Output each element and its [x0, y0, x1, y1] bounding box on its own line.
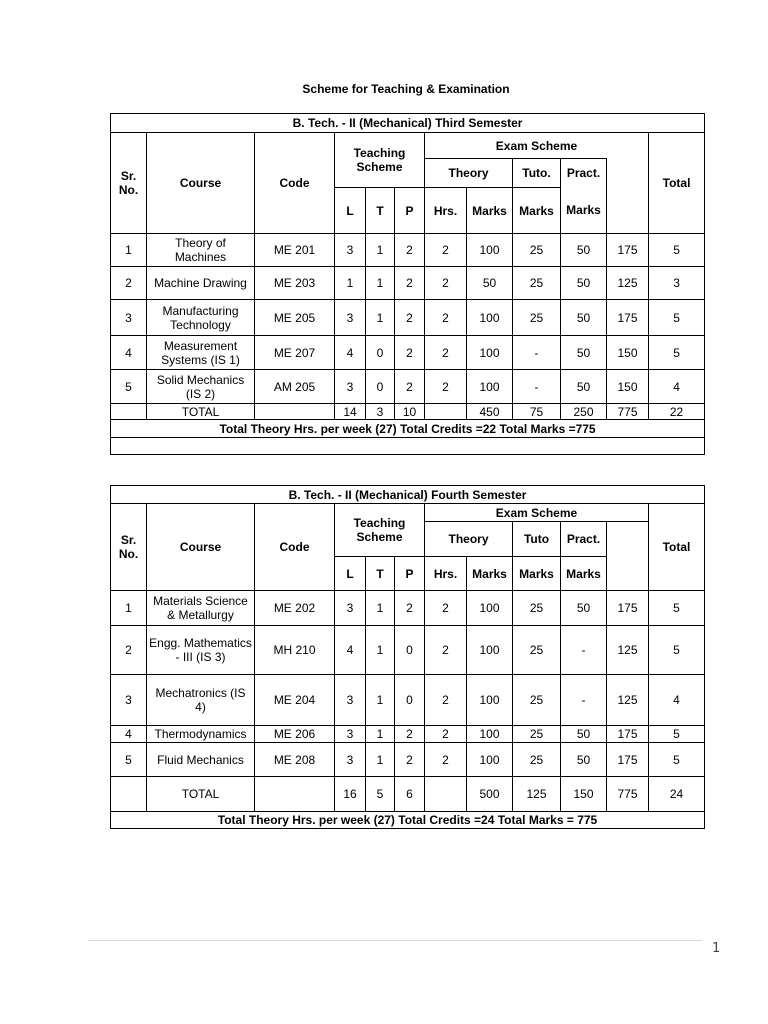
cell-t: 1: [366, 675, 395, 726]
cell-theory-marks: 100: [467, 234, 513, 267]
cell-sr: 1: [111, 591, 147, 626]
total-tuto-marks: 125: [513, 777, 561, 812]
cell-tuto-marks: 25: [513, 626, 561, 675]
cell-credits: 5: [649, 626, 705, 675]
total-pract-marks: 150: [561, 777, 607, 812]
cell-theory-marks: 100: [467, 336, 513, 370]
cell-course: Materials Science & Metallurgy: [147, 591, 255, 626]
cell-course: Fluid Mechanics: [147, 743, 255, 777]
cell-tuto-marks: 25: [513, 726, 561, 743]
cell-theory-marks: 100: [467, 591, 513, 626]
cell-sr: 2: [111, 267, 147, 300]
cell-pract-marks: 50: [561, 234, 607, 267]
cell-credits: 4: [649, 675, 705, 726]
page-number: 1: [712, 941, 721, 956]
cell-credits: 5: [649, 743, 705, 777]
cell-sr: 1: [111, 234, 147, 267]
cell-theory-marks: 100: [467, 743, 513, 777]
cell-tuto-marks: 25: [513, 675, 561, 726]
total-l: 16: [335, 777, 366, 812]
cell-total: 125: [607, 675, 649, 726]
header-tuto-marks: Marks: [513, 188, 561, 234]
cell-pract-marks: -: [561, 675, 607, 726]
table-row: [111, 234, 705, 267]
cell-tuto-marks: -: [513, 336, 561, 370]
header-total: Total: [649, 133, 705, 234]
summary-row: Total Theory Hrs. per week (27) Total Credits =22 Total Marks =775: [111, 420, 705, 438]
header-sr-no: Sr. No.: [111, 133, 147, 234]
cell-hrs: 2: [425, 743, 467, 777]
total-l: 14: [335, 404, 366, 420]
total-p: 10: [395, 404, 425, 420]
cell-t: 1: [366, 743, 395, 777]
total-hrs: [425, 777, 467, 812]
cell-total: 150: [607, 336, 649, 370]
cell-hrs: 2: [425, 300, 467, 336]
cell-t: 1: [366, 234, 395, 267]
cell-code: ME 206: [255, 726, 335, 743]
header-tuto-marks: Marks: [513, 557, 561, 591]
cell-code: ME 202: [255, 591, 335, 626]
cell-t: 1: [366, 591, 395, 626]
third-semester-table: [110, 113, 705, 455]
cell-l: 3: [335, 370, 366, 404]
cell-sr: [111, 404, 147, 420]
cell-sr: 5: [111, 743, 147, 777]
cell-course: Thermodynamics: [147, 726, 255, 743]
cell-total: 125: [607, 267, 649, 300]
total-t: 3: [366, 404, 395, 420]
footer-divider: [88, 940, 702, 941]
cell-pract-marks: 50: [561, 370, 607, 404]
header-pract: Pract.: [561, 522, 607, 557]
cell-code: [255, 777, 335, 812]
cell-theory-marks: 100: [467, 626, 513, 675]
cell-total: 150: [607, 370, 649, 404]
semester-title: B. Tech. - II (Mechanical) Third Semester: [111, 114, 705, 133]
cell-sr: 3: [111, 300, 147, 336]
cell-l: 4: [335, 626, 366, 675]
cell-tuto-marks: 25: [513, 743, 561, 777]
header-hrs: Hrs.: [425, 188, 467, 234]
cell-p: 2: [395, 300, 425, 336]
cell-l: 3: [335, 234, 366, 267]
header-tuto: Tuto: [513, 522, 561, 557]
cell-sr: 5: [111, 370, 147, 404]
cell-code: ME 207: [255, 336, 335, 370]
cell-t: 0: [366, 370, 395, 404]
header-code: Code: [255, 504, 335, 591]
cell-code: ME 201: [255, 234, 335, 267]
cell-course: Theory of Machines: [147, 234, 255, 267]
table-row: [111, 267, 705, 300]
cell-hrs: 2: [425, 234, 467, 267]
cell-p: 2: [395, 743, 425, 777]
table-row: [111, 370, 705, 404]
cell-pract-marks: 50: [561, 336, 607, 370]
total-pract-marks: 250: [561, 404, 607, 420]
header-code: Code: [255, 133, 335, 234]
cell-t: 0: [366, 336, 395, 370]
header-course: Course: [147, 133, 255, 234]
header-pract: Pract.: [561, 159, 607, 188]
cell-tuto-marks: 25: [513, 267, 561, 300]
cell-pract-marks: 50: [561, 743, 607, 777]
cell-l: 3: [335, 743, 366, 777]
cell-pract-marks: -: [561, 626, 607, 675]
table-row: [111, 626, 705, 675]
header-teaching-scheme: Teaching Scheme: [335, 504, 425, 557]
cell-l: 3: [335, 591, 366, 626]
cell-code: ME 203: [255, 267, 335, 300]
cell-course: Mechatronics (IS 4): [147, 675, 255, 726]
cell-p: 2: [395, 726, 425, 743]
total-label: TOTAL: [147, 777, 255, 812]
cell-credits: 5: [649, 300, 705, 336]
cell-course: Solid Mechanics (IS 2): [147, 370, 255, 404]
header-tuto: Tuto.: [513, 159, 561, 188]
table-row: [111, 726, 705, 743]
header-t: T: [366, 188, 395, 234]
cell-theory-marks: 50: [467, 267, 513, 300]
cell-code: MH 210: [255, 626, 335, 675]
cell-l: 3: [335, 675, 366, 726]
cell-p: 2: [395, 591, 425, 626]
cell-hrs: 2: [425, 675, 467, 726]
cell-sr: 4: [111, 336, 147, 370]
header-course: Course: [147, 504, 255, 591]
table-row: [111, 300, 705, 336]
cell-code: ME 208: [255, 743, 335, 777]
table-row: [111, 675, 705, 726]
cell-sr: 2: [111, 626, 147, 675]
blank-row: [111, 438, 705, 455]
total-marks: 775: [607, 404, 649, 420]
page-title: Scheme for Teaching & Examination: [302, 82, 510, 96]
total-p: 6: [395, 777, 425, 812]
header-exam-scheme: Exam Scheme: [425, 504, 649, 522]
cell-credits: 5: [649, 234, 705, 267]
cell-l: 1: [335, 267, 366, 300]
header-p: P: [395, 188, 425, 234]
total-credits: 24: [649, 777, 705, 812]
total-credits: 22: [649, 404, 705, 420]
cell-t: 1: [366, 267, 395, 300]
cell-credits: 4: [649, 370, 705, 404]
header-total: Total: [649, 504, 705, 591]
total-label: TOTAL: [147, 404, 255, 420]
total-row: [111, 404, 705, 420]
table-row: [111, 743, 705, 777]
total-theory-marks: 500: [467, 777, 513, 812]
cell-sr: 4: [111, 726, 147, 743]
cell-course: Machine Drawing: [147, 267, 255, 300]
semester-title: B. Tech. - II (Mechanical) Fourth Semester: [111, 486, 705, 504]
cell-sr: 3: [111, 675, 147, 726]
header-teaching-scheme: Teaching Scheme: [335, 133, 425, 188]
header-l: L: [335, 188, 366, 234]
header-sr-no: Sr. No.: [111, 504, 147, 591]
cell-l: 3: [335, 726, 366, 743]
cell-credits: 5: [649, 336, 705, 370]
total-row: [111, 777, 705, 812]
total-hrs: [425, 404, 467, 420]
cell-p: 0: [395, 626, 425, 675]
header-l: L: [335, 557, 366, 591]
cell-theory-marks: 100: [467, 675, 513, 726]
cell-l: 4: [335, 336, 366, 370]
cell-total: 175: [607, 591, 649, 626]
cell-tuto-marks: 25: [513, 300, 561, 336]
table-row: [111, 336, 705, 370]
cell-theory-marks: 100: [467, 726, 513, 743]
cell-course: Manufacturing Technology: [147, 300, 255, 336]
cell-pract-marks: 50: [561, 267, 607, 300]
total-theory-marks: 450: [467, 404, 513, 420]
header-pract-marks: Marks: [561, 188, 607, 234]
header-theory: Theory: [425, 159, 513, 188]
cell-p: 2: [395, 234, 425, 267]
cell-pract-marks: 50: [561, 726, 607, 743]
total-t: 5: [366, 777, 395, 812]
cell-p: 0: [395, 675, 425, 726]
cell-p: 2: [395, 370, 425, 404]
header-exam-scheme: Exam Scheme: [425, 133, 649, 159]
cell-course: Engg. Mathematics - III (IS 3): [147, 626, 255, 675]
cell-code: ME 204: [255, 675, 335, 726]
cell-t: 1: [366, 726, 395, 743]
cell-tuto-marks: 25: [513, 234, 561, 267]
cell-code: AM 205: [255, 370, 335, 404]
cell-t: 1: [366, 300, 395, 336]
cell-tuto-marks: -: [513, 370, 561, 404]
table-row: [111, 591, 705, 626]
summary-row: Total Theory Hrs. per week (27) Total Credits =24 Total Marks = 775: [111, 812, 705, 829]
cell-total: 175: [607, 300, 649, 336]
cell-p: 2: [395, 267, 425, 300]
cell-total: 125: [607, 626, 649, 675]
cell-sr: [111, 777, 147, 812]
header-theory: Theory: [425, 522, 513, 557]
cell-total: 175: [607, 726, 649, 743]
cell-pract-marks: 50: [561, 300, 607, 336]
cell-theory-marks: 100: [467, 300, 513, 336]
cell-code: [255, 404, 335, 420]
header-p: P: [395, 557, 425, 591]
header-hrs: Hrs.: [425, 557, 467, 591]
cell-tuto-marks: 25: [513, 591, 561, 626]
cell-credits: 5: [649, 726, 705, 743]
cell-pract-marks: 50: [561, 591, 607, 626]
cell-hrs: 2: [425, 591, 467, 626]
total-marks: 775: [607, 777, 649, 812]
cell-credits: 3: [649, 267, 705, 300]
cell-hrs: 2: [425, 626, 467, 675]
cell-l: 3: [335, 300, 366, 336]
cell-theory-marks: 100: [467, 370, 513, 404]
cell-course: Measurement Systems (IS 1): [147, 336, 255, 370]
cell-code: ME 205: [255, 300, 335, 336]
header-pract-marks: Marks: [561, 557, 607, 591]
cell-hrs: 2: [425, 726, 467, 743]
cell-total: 175: [607, 234, 649, 267]
header-theory-marks: Marks: [467, 188, 513, 234]
fourth-semester-table: [110, 485, 705, 829]
cell-hrs: 2: [425, 370, 467, 404]
cell-hrs: 2: [425, 267, 467, 300]
cell-t: 1: [366, 626, 395, 675]
total-tuto-marks: 75: [513, 404, 561, 420]
cell-p: 2: [395, 336, 425, 370]
cell-total: 175: [607, 743, 649, 777]
header-theory-marks: Marks: [467, 557, 513, 591]
cell-hrs: 2: [425, 336, 467, 370]
header-t: T: [366, 557, 395, 591]
cell-credits: 5: [649, 591, 705, 626]
